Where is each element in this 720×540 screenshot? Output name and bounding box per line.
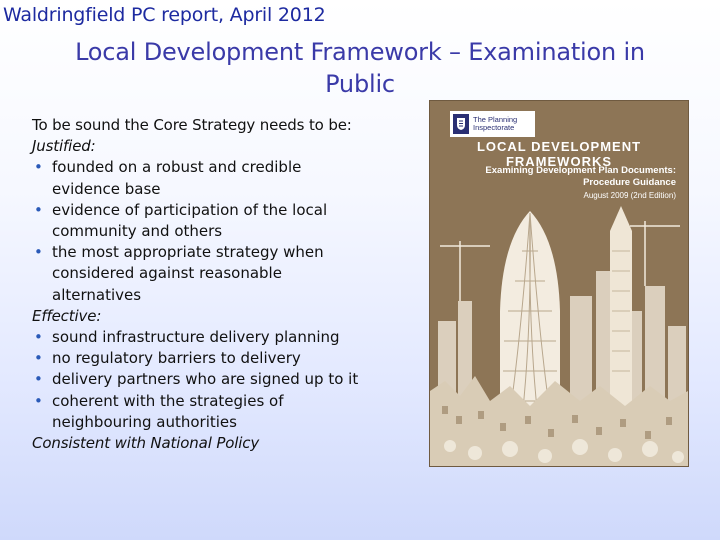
justified-list bbox=[32, 157, 422, 305]
city-skyline-illustration bbox=[430, 201, 688, 466]
bullet-text: founded on a robust and credible bbox=[52, 158, 302, 177]
cover-title: LOCAL DEVELOPMENT FRAMEWORKS bbox=[476, 139, 642, 169]
bullet-text: evidence base bbox=[52, 179, 161, 198]
logo-text: The Planning Inspectorate bbox=[473, 115, 518, 132]
bullet-icon: • bbox=[34, 391, 43, 410]
slide-body bbox=[32, 115, 422, 454]
bullet-item bbox=[32, 348, 422, 369]
bullet-text: neighbouring authorities bbox=[52, 412, 237, 431]
cover-subtitle bbox=[485, 165, 676, 203]
bullet-item bbox=[32, 391, 422, 433]
effective-heading: Effective: bbox=[32, 306, 102, 325]
bullet-item bbox=[32, 200, 422, 242]
bullet-icon: • bbox=[34, 243, 43, 262]
report-header: Waldringfield PC report, April 2012 bbox=[3, 4, 326, 26]
bullet-icon: • bbox=[34, 370, 43, 389]
bullet-item bbox=[32, 157, 422, 199]
bullet-icon: • bbox=[34, 328, 43, 347]
bullet-text: sound infrastructure delivery planning bbox=[52, 328, 340, 347]
bullet-text: community and others bbox=[52, 222, 223, 241]
slide-title-line-2: Public bbox=[325, 70, 395, 98]
bullet-text: no regulatory barriers to delivery bbox=[52, 349, 301, 368]
bullet-item bbox=[32, 327, 422, 348]
bullet-item bbox=[32, 242, 422, 306]
cover-edition: August 2009 (2nd Edition) bbox=[583, 191, 676, 200]
bullet-text: evidence of participation of the local bbox=[52, 200, 328, 219]
bullet-item bbox=[32, 369, 422, 390]
slide-title bbox=[0, 36, 720, 100]
bullet-text: alternatives bbox=[52, 285, 142, 304]
bullet-icon: • bbox=[34, 349, 43, 368]
cover-subtitle-2: Procedure Guidance bbox=[583, 177, 676, 188]
justified-heading: Justified: bbox=[32, 137, 96, 156]
bullet-icon: • bbox=[34, 158, 43, 177]
bullet-text: delivery partners who are signed up to it bbox=[52, 370, 359, 389]
effective-list bbox=[32, 327, 422, 433]
bullet-text: considered against reasonable bbox=[52, 264, 282, 283]
consistent-text: Consistent with National Policy bbox=[32, 434, 260, 453]
bullet-text: coherent with the strategies of bbox=[52, 391, 284, 410]
planning-guidance-cover-image bbox=[429, 100, 689, 467]
cover-subtitle-1: Examining Development Plan Documents: bbox=[485, 165, 676, 176]
bullet-icon: • bbox=[34, 200, 43, 219]
slide-title-line-1: Local Development Framework – Examination in bbox=[75, 38, 645, 66]
planning-inspectorate-logo bbox=[450, 111, 535, 137]
bullet-text: the most appropriate strategy when bbox=[52, 243, 324, 262]
crest-icon bbox=[453, 114, 469, 134]
intro-text: To be sound the Core Strategy needs to be: bbox=[32, 116, 352, 134]
